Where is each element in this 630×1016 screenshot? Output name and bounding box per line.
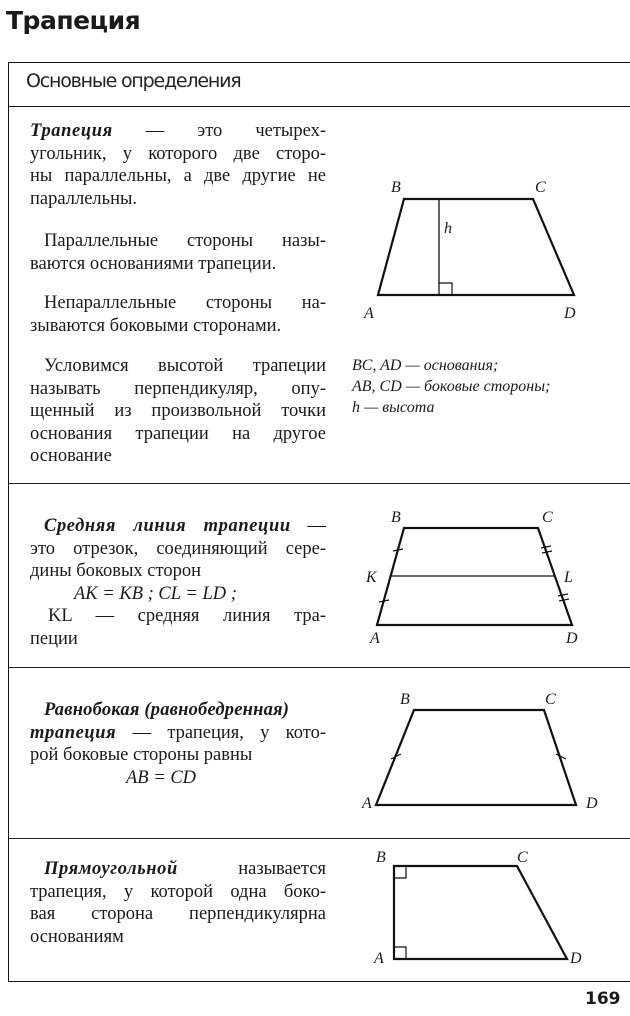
trapezoid-height-figure <box>378 199 574 295</box>
legend-line: AB, CD — боковые стороны; <box>352 378 551 395</box>
trapezoid-midline-figure <box>377 528 572 625</box>
section-header: Основные определения <box>26 70 241 92</box>
definition-line: угольник, у которого две сторо- <box>30 143 326 164</box>
tick-mark <box>558 594 568 596</box>
right-term: Прямоугольной <box>44 859 178 879</box>
isosceles-term: Равнобокая (равнобедренная) <box>44 700 290 720</box>
vertex-label-b: B <box>400 691 410 708</box>
right-line: Прямоугольной называется <box>44 859 326 879</box>
right-line: основаниям <box>30 926 124 947</box>
vertex-label-d: D <box>564 305 576 322</box>
isosceles-formula: AB = CD <box>126 767 197 788</box>
midline-line: это отрезок, соединяющий сере- <box>30 538 326 559</box>
definition-line: ны параллельны, а две другие не <box>30 166 326 186</box>
trapezoid-outline <box>376 710 576 805</box>
height-line: основания трапеции на другое <box>30 423 326 444</box>
vertex-label-d: D <box>570 950 582 967</box>
isosceles-line: рой боковые стороны равны <box>30 745 253 765</box>
vertex-label-a: A <box>370 630 380 647</box>
vertex-label-c: C <box>542 509 553 526</box>
vertex-label-a: A <box>374 950 384 967</box>
vertex-label-c: C <box>535 179 546 196</box>
height-line: щенный из произвольной точки <box>30 401 326 421</box>
height-line: основание <box>30 446 112 466</box>
right-angle-mark <box>439 283 452 295</box>
definition-line: параллельны. <box>30 188 138 209</box>
vertex-label-b: B <box>391 509 401 526</box>
legs-line: Непараллельные стороны на- <box>44 293 326 313</box>
legend-line: h — высота <box>352 399 435 416</box>
legend-line: BC, AD — основания; <box>352 357 499 374</box>
midline-line: Средняя линия трапеции — <box>44 516 326 536</box>
midpoint-label-k: K <box>366 569 377 586</box>
vertex-label-b: B <box>391 179 401 196</box>
trapezoid-right-figure <box>394 866 567 959</box>
midline-term: Средняя линия трапеции <box>44 516 291 536</box>
midline-line: KL — средняя линия тра- <box>48 606 326 626</box>
bases-line: Параллельные стороны назы- <box>44 231 326 251</box>
definition-term: Трапеция <box>30 121 113 141</box>
midline-formula: AK = KB ; CL = LD ; <box>74 583 237 604</box>
right-line: трапеция, у которой одна боко- <box>30 881 326 902</box>
isosceles-term: трапеция <box>30 722 117 743</box>
page-title: Трапеция <box>6 6 141 35</box>
vertex-label-d: D <box>566 630 578 647</box>
right-line: вая сторона перпендикулярна <box>30 904 326 924</box>
bases-line: ваются основаниями трапеции. <box>30 253 277 274</box>
midpoint-label-l: L <box>564 569 573 586</box>
vertex-label-a: A <box>362 795 372 812</box>
vertex-label-c: C <box>545 691 556 708</box>
vertex-label-c: C <box>517 849 528 866</box>
trapezoid-outline <box>378 199 574 295</box>
midline-line: пеции <box>30 628 78 649</box>
isosceles-line: трапеция — трапеция, у кото- <box>30 722 326 743</box>
vertex-label-d: D <box>586 795 598 812</box>
height-label: h <box>444 220 452 237</box>
vertex-label-a: A <box>364 305 374 322</box>
vertex-label-b: B <box>376 849 386 866</box>
page-number: 169 <box>585 989 621 1009</box>
height-line: Условимся высотой трапеции <box>44 356 326 376</box>
definition-line: Трапеция — это четырех- <box>30 121 326 141</box>
height-line: называть перпендикуляр, опу- <box>30 378 326 399</box>
trapezoid-outline <box>394 866 567 959</box>
legs-line: зываются боковыми сторонами. <box>30 315 282 336</box>
midline-line: дины боковых сторон <box>30 561 201 581</box>
right-angle-mark <box>394 866 406 878</box>
trapezoid-isosceles-figure <box>376 710 576 805</box>
right-angle-mark <box>394 947 406 959</box>
